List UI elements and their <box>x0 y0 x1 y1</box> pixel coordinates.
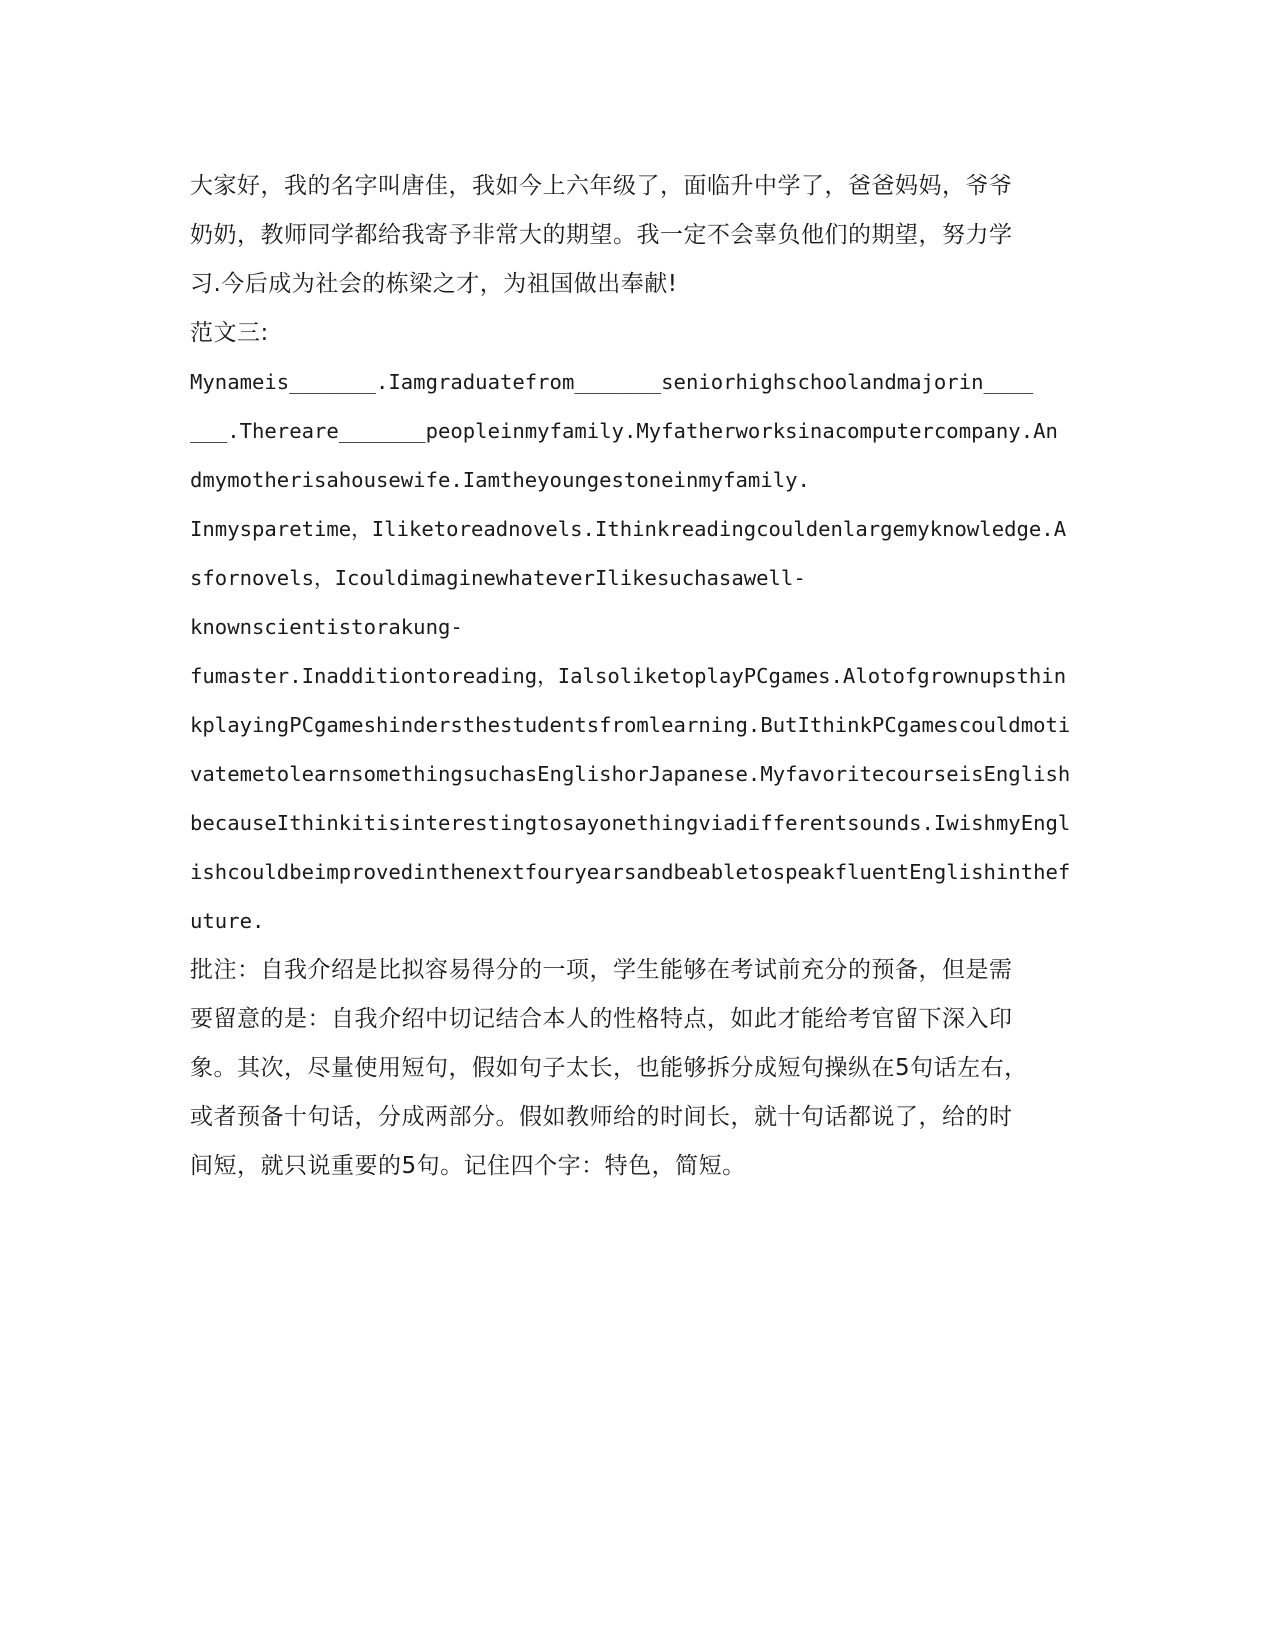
text-line: ___.Thereare_______peopleinmyfamily.Myfatherworksinacomputercompany.An <box>190 419 1058 443</box>
english-sample-paragraph <box>190 358 1090 946</box>
text-line: 批注：自我介绍是比拟容易得分的一项，学生能够在考试前充分的预备，但是需 <box>190 957 1013 983</box>
text-line: 大家好，我的名字叫唐佳，我如今上六年级了，面临升中学了，爸爸妈妈，爷爷 <box>190 173 1013 199</box>
annotation-paragraph <box>190 946 1090 1191</box>
text-line: 奶奶，教师同学都给我寄予非常大的期望。我一定不会辜负他们的期望，努力学 <box>190 222 1013 248</box>
text-line: Mynameis_______.Iamgraduatefrom_______seniorhighschoolandmajorin____ <box>190 370 1034 394</box>
text-line: becauseIthinkitisinterestingtosayonethingviadifferentsounds.IwishmyEngl <box>190 811 1071 835</box>
intro-paragraph <box>190 162 1090 309</box>
text-line: 要留意的是：自我介绍中切记结合本人的性格特点，如此才能给考官留下深入印 <box>190 1006 1013 1032</box>
text-line: knownscientistorakung- <box>190 615 463 639</box>
text-line: 间短，就只说重要的5句。记住四个字：特色，简短。 <box>190 1153 746 1179</box>
text-line: vatemetolearnsomethingsuchasEnglishorJapanese.MyfavoritecourseisEnglish <box>190 762 1071 786</box>
text-line: 习.今后成为社会的栋梁之才，为祖国做出奉献! <box>190 271 678 297</box>
text-line: 或者预备十句话，分成两部分。假如教师给的时间长，就十句话都说了，给的时 <box>190 1104 1013 1130</box>
text-line: 象。其次，尽量使用短句，假如句子太长，也能够拆分成短句操纵在5句话左右， <box>190 1055 1028 1081</box>
text-line: sfornovels，IcouldimaginewhateverIlikesuchasawell- <box>190 566 806 590</box>
text-line: fumaster.Inadditiontoreading，IalsoliketoplayPCgames.Alotofgrownupsthin <box>190 664 1067 688</box>
document-body <box>190 162 1090 1191</box>
text-line: dmymotherisahousewife.Iamtheyoungestoneinmyfamily. <box>190 468 810 492</box>
text-line: ishcouldbeimprovedinthenextfouryearsandbeabletospeakfluentEnglishinthef <box>190 860 1071 884</box>
text-line: Inmysparetime，Iliketoreadnovels.Ithinkreadingcouldenlargemyknowledge.A <box>190 517 1067 541</box>
text-line: uture. <box>190 909 265 933</box>
text-line: kplayingPCgameshindersthestudentsfromlearning.ButIthinkPCgamescouldmoti <box>190 713 1071 737</box>
section-heading: 范文三: <box>190 320 269 346</box>
